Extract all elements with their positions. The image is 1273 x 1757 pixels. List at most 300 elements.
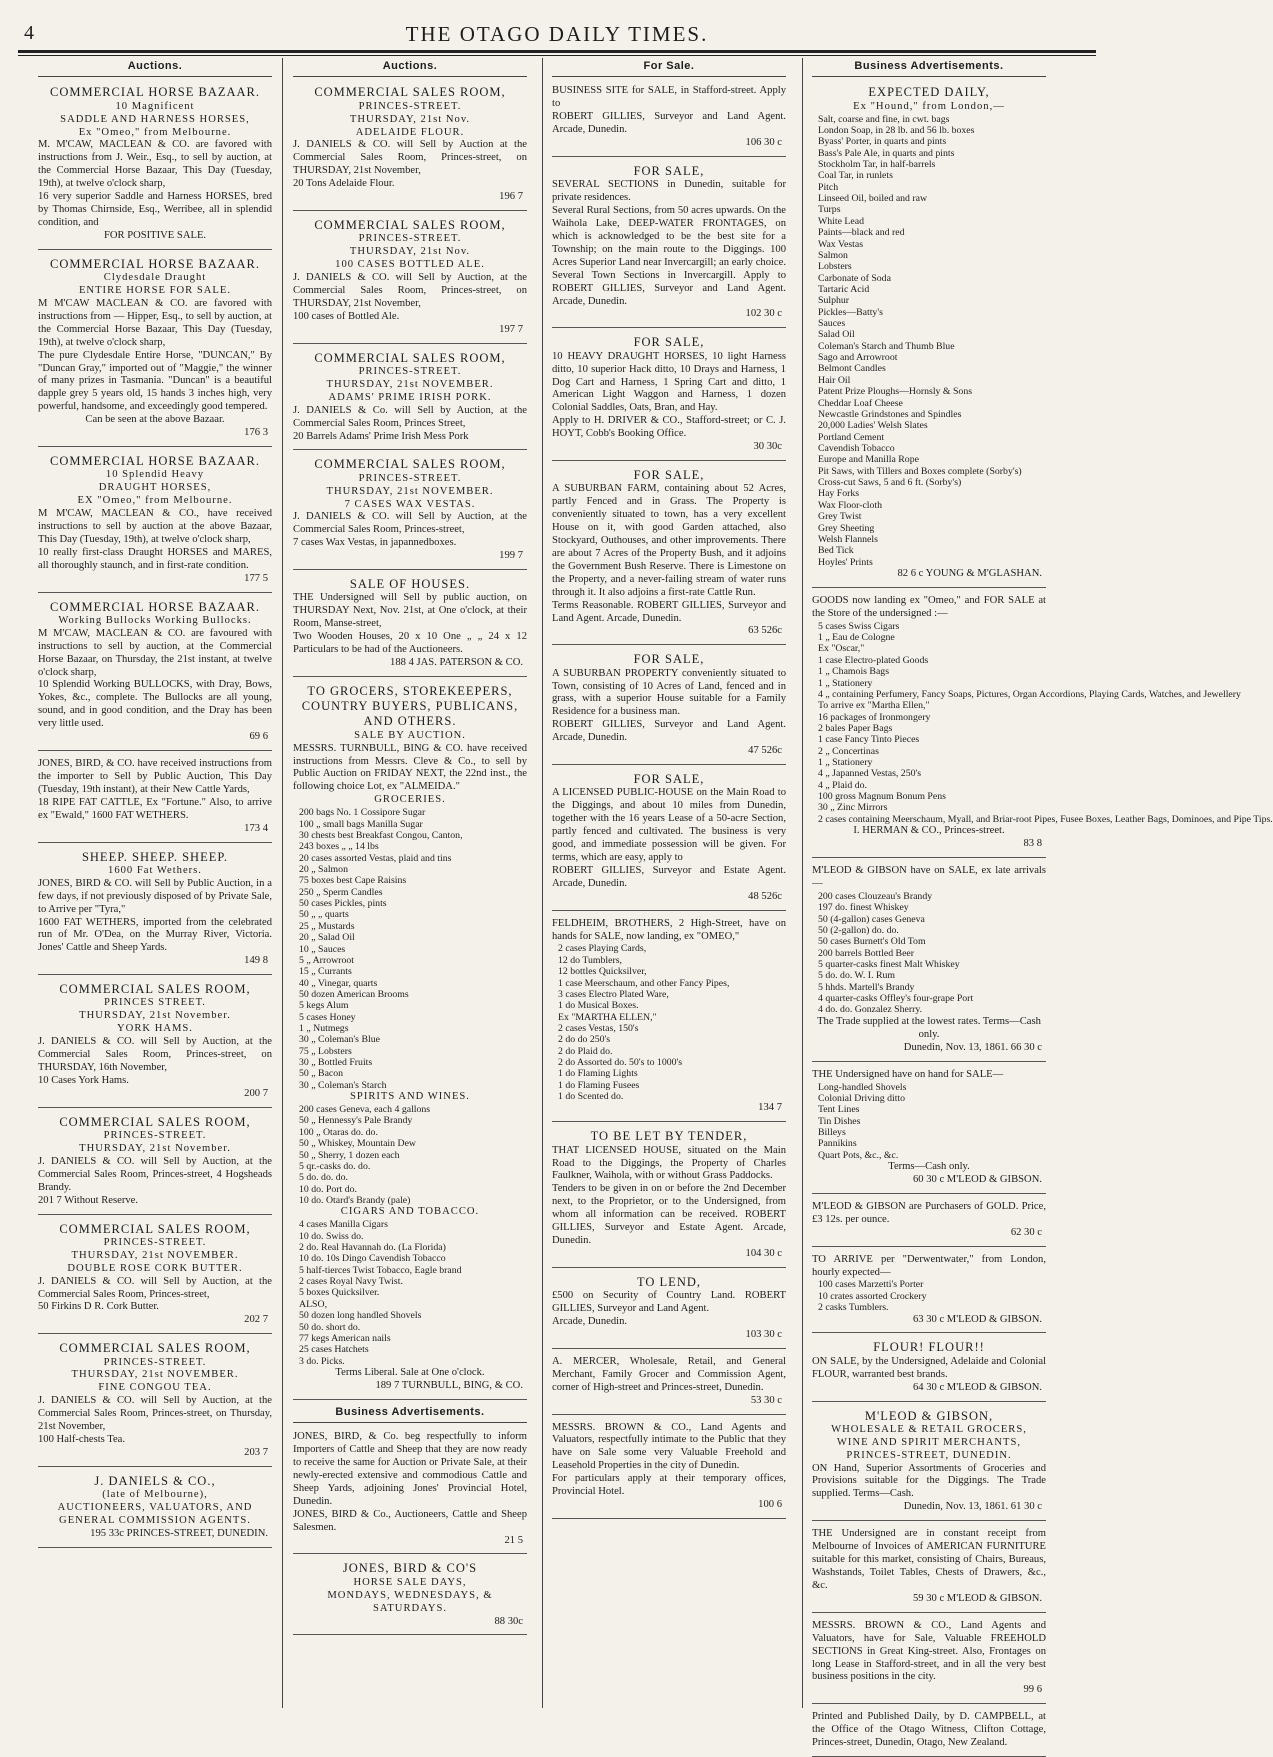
advertisement: [38, 755, 272, 843]
ad-body: MESSRS. TURNBULL, BING & CO. have received instructions from Messrs. Cleve & Co., to sell by Public Auction on FRIDAY NEXT, the 22nd inst., the following choice Lot, ex "ALMEIDA.": [293, 742, 527, 793]
ad-heading-line: THURSDAY, 21st Nov.: [349, 246, 471, 258]
advertisement: [812, 1337, 1046, 1401]
list-item: 10 do. Port do.: [299, 1183, 357, 1195]
ad-reference: 177 5: [244, 572, 268, 584]
ad-heading-line: FOR SALE,: [633, 164, 705, 179]
ad-reference: 195 33c PRINCES-STREET, DUNEDIN.: [90, 1527, 268, 1539]
list-item: 3 cases Electro Plated Ware,: [558, 988, 669, 1000]
list-item: 1 case Fancy Tinto Pieces: [818, 734, 920, 746]
list-item: 2 cases Vestas, 150's: [558, 1022, 639, 1034]
ad-body: M M'CAW, MACLEAN & CO., have received instructions to sell by auction at the above Bazaar, This Day (Tuesday, 19th), at twelve o'clock sharp,: [38, 508, 272, 545]
ad-reference: 63 526c: [748, 625, 782, 637]
ad-reference: 30 30c: [753, 441, 782, 453]
ad-body-continued: 7 cases Wax Vestas, in japannedboxes.: [293, 537, 457, 549]
list-item: 200 cases Geneva, each 4 gallons: [299, 1104, 431, 1116]
ad-footer-line: Can be seen at the above Bazaar.: [85, 414, 225, 426]
list-item: 4 „ Japanned Vestas, 250's: [818, 768, 922, 780]
list-item: Pickles—Batty's: [818, 306, 883, 318]
column-heading: Business Advertisements.: [812, 58, 1046, 77]
goods-list: [812, 1279, 1046, 1313]
list-item: 50 dozen American Brooms: [299, 988, 409, 1000]
list-item: 20 „ Salmon: [299, 864, 348, 875]
advertisement: [552, 1272, 786, 1349]
advertisement: [293, 82, 527, 211]
advertisement: [38, 979, 272, 1108]
ad-body-continued: Terms Reasonable. ROBERT GILLIES, Surveyor and Land Agent. Arcade, Dunedin.: [552, 599, 786, 624]
ad-heading-line: EXPECTED DAILY,: [868, 85, 990, 100]
ad-heading-line: 1600 Fat Wethers.: [108, 864, 202, 876]
list-item: 50 do. short do.: [299, 1321, 361, 1333]
ad-body: M'LEOD & GIBSON have on SALE, ex late arrivals—: [812, 865, 1046, 889]
ad-heading-line: EX "Omeo," from Melbourne.: [77, 495, 233, 507]
list-item: Coal Tar, in runlets: [818, 170, 893, 182]
list-item: 1 case Meerschaum, and other Fancy Pipes,: [558, 977, 730, 989]
ad-heading-line: COMMERCIAL SALES ROOM,: [314, 350, 506, 365]
list-item: 243 boxes „ „ 14 lbs: [299, 841, 379, 853]
ad-heading-line: Working Bullocks Working Bullocks.: [58, 614, 252, 626]
ad-body: 10 HEAVY DRAUGHT HORSES, 10 light Harness ditto, 10 superior Hack ditto, 10 Drays and Harness, 1 Dog Cart and Harness, 1 Spring Cart and ditto, 1 American Light Waggon and Harness, 1 dozen Colonial Saddles, Oats, Bran, and Hay.: [552, 350, 786, 414]
ad-heading-line: Clydesdale Draught: [103, 272, 207, 284]
ad-reference: 103 30 c: [745, 1328, 782, 1340]
advertisement: [38, 254, 272, 447]
ad-heading-line: FOR SALE,: [633, 468, 705, 483]
list-item: 12 bottles Quicksilver,: [558, 966, 647, 978]
ad-reference: 60 30 c M'LEOD & GIBSON.: [912, 1173, 1042, 1185]
ad-reference: 199 7: [499, 550, 523, 562]
ad-heading-line: COMMERCIAL SALES ROOM,: [59, 1114, 251, 1129]
ad-heading-line: FOR SALE,: [633, 335, 705, 350]
advertisement: [552, 465, 786, 645]
ad-body-continued: Two Wooden Houses, 20 x 10 One „ „ 24 x 12 Particulars to be had of the Auctioneers.: [293, 631, 527, 656]
list-item: Sauces: [818, 318, 846, 330]
column-heading: Auctions.: [38, 58, 272, 77]
advertisement: [293, 1428, 527, 1554]
list-item: 30 „ Coleman's Blue: [299, 1034, 380, 1046]
ad-heading-line: M'LEOD & GIBSON,: [864, 1408, 994, 1423]
list-item: Patent Prize Ploughs—Hornsly & Sons: [818, 386, 973, 398]
goods-list: [293, 807, 527, 1091]
list-item: 100 gross Magnum Bonum Pens: [818, 791, 946, 803]
ad-heading-line: TO BE LET BY TENDER,: [590, 1129, 748, 1144]
list-item: 1 „ Eau de Cologne: [818, 632, 895, 644]
list-item: 4 „ Plaid do.: [818, 779, 867, 791]
list-item: 50 dozen long handled Shovels: [299, 1310, 422, 1322]
list-item: 20,000 Ladies' Welsh Slates: [818, 420, 928, 432]
list-item: 250 „ Sperm Candles: [299, 886, 383, 898]
ad-reference: 197 7: [499, 323, 523, 335]
ad-reference: 173 4: [244, 822, 268, 834]
list-item: 2 cases containing Meerschaum, Myall, and Briar-root Pipes, Fusee Boxes, Leather Bags, Dominoes, and Pipe Tips.: [818, 813, 1273, 825]
list-heading: CIGARS AND TOBACCO.: [340, 1206, 480, 1218]
list-item: ALSO,: [299, 1298, 328, 1310]
advertisement: [552, 915, 786, 1123]
list-item: White Lead: [818, 215, 864, 227]
list-item: 1 case Electro-plated Goods: [818, 654, 929, 666]
ad-heading-line: TO GROCERS, STOREKEEPERS, COUNTRY BUYERS, PUBLICANS, AND OTHERS.: [301, 683, 519, 729]
ad-footer-line: Terms Liberal. Sale at One o'clock.: [335, 1366, 485, 1378]
list-item: Hair Oil: [818, 374, 851, 386]
advertisement: [38, 1219, 272, 1335]
ad-heading-line: 7 CASES WAX VESTAS.: [344, 498, 476, 510]
list-item: 10 do. 10s Dingo Cavendish Tobacco: [299, 1253, 446, 1265]
list-item: 5 do. do. do.: [299, 1172, 348, 1184]
ad-body: BUSINESS SITE for SALE, in Stafford-street. Apply to: [552, 85, 786, 110]
list-item: 50 (4-gallon) cases Geneva: [818, 913, 925, 925]
ad-reference: 83 8: [1023, 838, 1042, 850]
ad-reference: 47 526c: [748, 745, 782, 757]
ad-body: JONES, BIRD, & Co. beg respectfully to inform Importers of Cattle and Sheep that they are now ready to receive the same for Auction or Private Sale, at their newly-erected extensive and commodious Cattle and Sheep Yards, adjoining Jones' Provincial Hotel, Dunedin.: [293, 1431, 527, 1507]
advertisement: [812, 1525, 1046, 1613]
list-item: Tent Lines: [818, 1104, 860, 1116]
ad-body-continued: 16 very superior Saddle and Harness HORSES, bred by Thomas Chirnside, Esq., Werribee, all in splendid condition, and: [38, 191, 272, 228]
ad-heading-line: PRINCES-STREET.: [358, 100, 462, 112]
ad-heading-line: SALE OF HOUSES.: [349, 577, 471, 592]
list-item: Grey Twist: [818, 511, 862, 523]
advertisement: [552, 1126, 786, 1268]
list-item: 200 cases Clouzeau's Brandy: [818, 890, 933, 902]
ad-body: JONES, BIRD & CO. will Sell by Public Auction, in a few days, if not previously disposed of by Private Sale, to Arrive per "Tyra,": [38, 877, 272, 915]
ad-body-continued: ROBERT GILLIES, Surveyor and Estate Agent. Arcade, Dunedin.: [552, 864, 786, 889]
ad-body: J. DANIELS & CO. will Sell by Auction, at the Commercial Sales Room, Princes-street,: [38, 1275, 272, 1300]
ad-reference: 48 526c: [748, 890, 782, 902]
ad-heading-line: THURSDAY, 21st NOVEMBER.: [326, 378, 494, 390]
ad-heading-line: 10 Magnificent: [115, 100, 195, 112]
ad-reference: 100 6: [758, 1499, 782, 1511]
list-item: Cross-cut Saws, 5 and 6 ft. (Sorby's): [818, 477, 962, 489]
ad-heading-line: THURSDAY, 21st Nov.: [349, 113, 471, 125]
ad-body-continued: 10 really first-class Draught HORSES and MARES, all thoroughly staunch, and in first-rate condition.: [38, 546, 272, 571]
ad-reference: 64 30 c M'LEOD & GIBSON.: [912, 1381, 1042, 1393]
ad-heading-line: COMMERCIAL HORSE BAZAAR.: [49, 454, 260, 469]
list-item: 2 cases Royal Navy Twist.: [299, 1276, 403, 1288]
ad-reference: 59 30 c M'LEOD & GIBSON.: [912, 1592, 1042, 1604]
ad-heading-line: DOUBLE ROSE CORK BUTTER.: [67, 1262, 243, 1274]
ad-heading-line: YORK HAMS.: [117, 1023, 193, 1035]
goods-list: [552, 943, 786, 1102]
advertisement: [552, 649, 786, 765]
list-item: Belmont Candles: [818, 363, 886, 375]
ad-heading-line: GENERAL COMMISSION AGENTS.: [59, 1515, 251, 1527]
ad-heading-line: FLOUR! FLOUR!!: [873, 1340, 985, 1355]
list-item: Bass's Pale Ale, in quarts and pints: [818, 147, 955, 159]
ad-heading-line: PRINCES-STREET.: [358, 365, 462, 377]
ad-heading-line: WHOLESALE & RETAIL GROCERS,: [831, 1423, 1027, 1435]
ad-heading-line: AUCTIONEERS, VALUATORS, AND: [57, 1502, 253, 1514]
advertisement: [552, 769, 786, 911]
advertisement: [812, 1251, 1046, 1334]
list-item: 2 do Assorted do. 50's to 1000's: [558, 1057, 683, 1069]
list-item: 200 bags No. 1 Cossipore Sugar: [299, 807, 426, 819]
list-item: Byass' Porter, in quarts and pints: [818, 136, 947, 148]
advertisement: [293, 574, 527, 677]
ad-heading-line: PRINCES-STREET, DUNEDIN.: [846, 1449, 1012, 1461]
list-heading: SPIRITS AND WINES.: [350, 1091, 470, 1103]
column-divider: [282, 58, 283, 1708]
list-item: 40 „ Vinegar, quarts: [299, 977, 378, 989]
ad-reference: 82 6 c YOUNG & M'GLASHAN.: [897, 567, 1042, 579]
list-item: 20 cases assorted Vestas, plaid and tins: [299, 852, 452, 864]
list-item: 10 „ Sauces: [299, 943, 346, 955]
ad-heading-line: FINE CONGOU TEA.: [98, 1382, 212, 1394]
column-1: [38, 58, 272, 1713]
advertisement: [38, 451, 272, 593]
list-item: Turps: [818, 204, 841, 216]
list-item: Cheddar Loaf Cheese: [818, 397, 903, 409]
advertisement: [38, 1471, 272, 1548]
ad-reference: 149 8: [244, 955, 268, 967]
ad-heading-line: COMMERCIAL SALES ROOM,: [59, 982, 251, 997]
column-2: [293, 58, 527, 1713]
list-item: Linseed Oil, boiled and raw: [818, 193, 928, 205]
ad-body: THE Undersigned have on hand for SALE—: [812, 1068, 1004, 1080]
ad-body-continued: For particulars apply at their temporary offices, Provincial Hotel.: [552, 1473, 786, 1498]
ad-body-continued: 10 Splendid Working BULLOCKS, with Dray, Bows, Yokes, &c., complete. The Bullocks are all young, sound, and in good condition, and the Dray has been very little used.: [38, 679, 272, 730]
advertisement: [38, 1338, 272, 1467]
ad-body: TO ARRIVE per "Derwentwater," from London, hourly expected—: [812, 1253, 1046, 1278]
ad-heading-line: PRINCES-STREET.: [103, 1236, 207, 1248]
ad-body: GOODS now landing ex "Omeo," and FOR SALE at the Store of the undersigned :—: [812, 594, 1046, 619]
list-item: 4 „ containing Perfumery, Fancy Soaps, Pictures, Organ Accordions, Playing Cards, Watches, and Jewellery: [818, 688, 1241, 700]
list-item: 1 „ Stationery: [818, 677, 873, 689]
advertisement: [552, 332, 786, 461]
ad-heading-line: PRINCES STREET.: [104, 997, 206, 1009]
list-item: 10 crates assorted Crockery: [818, 1290, 927, 1302]
ad-body: J. DANIELS & CO. will Sell by Auction, at the Commercial Sales Room, Princes-street, 4 Hogsheads Brandy.: [38, 1155, 272, 1193]
ad-heading-line: HORSE SALE DAYS,: [353, 1576, 467, 1588]
goods-list: [812, 891, 1046, 1016]
goods-list: [812, 1082, 1046, 1162]
ad-body: JONES, BIRD, & CO. have received instructions from the importer to Sell by Public Auction, This Day (Tuesday, 19th instant), at their New Cattle Yards,: [38, 758, 272, 795]
ad-reference: 189 7 TURNBULL, BING, & CO.: [375, 1379, 523, 1391]
list-item: 1 do Flaming Fusees: [558, 1079, 640, 1091]
ad-heading-line: J. DANIELS & CO.,: [94, 1473, 216, 1488]
ad-heading-line: ENTIRE HORSE FOR SALE.: [78, 284, 232, 296]
list-item: 5 boxes Quicksilver.: [299, 1287, 380, 1299]
goods-list: [812, 114, 1046, 568]
ad-body-continued: 1600 FAT WETHERS, imported from the celebrated run of Mr. O'Dea, on the Murray River, Victoria. Jones' Cattle and Sheep Yards.: [38, 916, 272, 954]
ad-body-continued: JONES, BIRD & Co., Auctioneers, Cattle and Sheep Salesmen.: [293, 1508, 527, 1533]
list-item: 100 „ Otaras do. do.: [299, 1126, 378, 1138]
ad-body-continued: 100 cases of Bottled Ale.: [293, 310, 400, 322]
ad-body-continued: ROBERT GILLIES, Surveyor and Land Agent. Arcade, Dunedin.: [552, 111, 786, 136]
ad-body: Printed and Published Daily, by D. CAMPBELL, at the Office of the Otago Witness, Clifton Cottage, Princes-street, Dunedin, Otago, New Zealand.: [812, 1711, 1046, 1749]
list-item: Sulphur: [818, 295, 850, 307]
advertisement: [812, 1406, 1046, 1522]
list-item: Ex "MARTHA ELLEN,": [558, 1011, 657, 1023]
ad-footer-line: Terms—Cash only.: [888, 1161, 970, 1173]
list-item: Portland Cement: [818, 431, 885, 443]
list-item: 30 „ Coleman's Starch: [299, 1079, 387, 1091]
list-item: 20 „ Salad Oil: [299, 932, 355, 944]
ad-heading-line: THURSDAY, 21st NOVEMBER.: [71, 1249, 239, 1261]
list-item: Tartaric Acid: [818, 283, 870, 295]
list-item: 100 „ small bags Manilla Sugar: [299, 818, 423, 830]
list-item: Carbonate of Soda: [818, 272, 891, 284]
ad-body: J. DANIELS & CO. will Sell by Auction, at the Commercial Sales Room, Princes-street, on THURSDAY, 16th November,: [38, 1036, 272, 1074]
list-item: 1 do Scented do.: [558, 1091, 624, 1103]
list-item: 50 cases Burnett's Old Tom: [818, 936, 926, 948]
ad-heading-line: COMMERCIAL HORSE BAZAAR.: [49, 85, 260, 100]
list-item: 30 „ Zinc Mirrors: [818, 802, 888, 814]
advertisement: [812, 1198, 1046, 1247]
list-item: 5 cases Honey: [299, 1011, 356, 1023]
advertisement: [552, 161, 786, 328]
list-item: Long-handled Shovels: [818, 1081, 907, 1093]
ad-body-continued: Tenders to be given in on or before the 2nd December next, to the Proprietor, or to the Undersigned, from whom all information can be received. ROBERT GILLIES, Surveyor and Estate Agent. Arcade, Dunedin.: [552, 1183, 786, 1247]
ad-heading-line: COMMERCIAL SALES ROOM,: [314, 85, 506, 100]
list-item: 25 „ Mustards: [299, 920, 355, 932]
list-item: Wax Vestas: [818, 238, 864, 250]
ad-reference: 69 6: [249, 731, 268, 743]
section-heading: Business Advertisements.: [293, 1404, 527, 1423]
ad-body: J. DANIELS & Co. will Sell by Auction, at the Commercial Sales Room, Princes Street,: [293, 404, 527, 429]
list-item: Pannikins: [818, 1138, 857, 1150]
ad-heading-line: SALE BY AUCTION.: [354, 729, 466, 741]
ad-reference: 203 7: [244, 1447, 268, 1459]
ad-heading-line: COMMERCIAL HORSE BAZAAR.: [49, 256, 260, 271]
column-heading: For Sale.: [552, 58, 786, 77]
ad-body: A. MERCER, Wholesale, Retail, and General Merchant, Family Grocer and Commission Agent, corner of High-street and Princes-street, Dunedin.: [552, 1355, 786, 1393]
ad-heading-line: COMMERCIAL SALES ROOM,: [59, 1221, 251, 1236]
list-item: 2 do Plaid do.: [558, 1045, 613, 1057]
ad-body: ON SALE, by the Undersigned, Adelaide and Colonial FLOUR, warranted best brands.: [812, 1355, 1046, 1380]
ad-reference: 53 30 c: [750, 1394, 782, 1406]
list-item: 12 do Tumblers,: [558, 954, 622, 966]
ad-body: J. DANIELS & CO. will Sell by Auction, at the Commercial Sales Room, Princes-street, on Thursday, 21st November,: [38, 1395, 272, 1433]
list-item: Stockholm Tar, in half-barrels: [818, 159, 936, 171]
list-item: 75 boxes best Cape Raisins: [299, 875, 407, 887]
list-item: Grey Sheeting: [818, 522, 875, 534]
list-item: Billeys: [818, 1126, 846, 1138]
list-item: 1 „ Nutmegs: [299, 1023, 349, 1035]
ad-body-continued: 100 Half-chests Tea.: [38, 1434, 126, 1446]
list-item: 2 do do 250's: [558, 1034, 611, 1046]
ad-body: THE Undersigned will Sell by public auction, on THURSDAY Next, Nov. 21st, at One o'clock, at their Room, Manse-street,: [293, 592, 527, 630]
ad-body: J. DANIELS & CO. will Sell by Auction, at the Commercial Sales Room, Princes-street, on THURSDAY, 21st November,: [293, 272, 527, 309]
ad-body: FELDHEIM, BROTHERS, 2 High-Street, have on hands for SALE, now landing, ex "OMEO,": [552, 917, 786, 942]
ad-body: M M'CAW, MACLEAN & CO. are favoured with instructions to sell by auction, at the Commercial Horse Bazaar, on Thursday, the 21st instant, at twelve o'clock sharp,: [38, 627, 272, 678]
advertisement: [812, 862, 1046, 1062]
ad-body: A SUBURBAN FARM, containing about 52 Acres, partly Fenced and in Grass. The Property is conveniently situated to town, has a very excellent House on it, with good Garden attached, also Stockyard, Outhouses, and other improvements. There are about 7 Acres of the Property Bush, and it adjoins the Government Bush Reserve. There is Limestone on the Property, and a never-failing stream of water runs through it. It also adjoins a first-rate Cattle Run.: [552, 483, 786, 598]
ad-body: M. M'CAW, MACLEAN & CO. are favored with instructions from J. Weir., Esq., to sell by auction, at the Commercial Horse Bazaar, This Day (Tuesday, 19th), at twelve o'clock sharp,: [38, 139, 272, 190]
ad-body-continued: 201 7 Without Reserve.: [38, 1194, 139, 1206]
advertisement: [293, 454, 527, 570]
list-item: 5 kegs Alum: [299, 1000, 349, 1012]
ad-heading-line: THURSDAY, 21st NOVEMBER.: [71, 1369, 239, 1381]
goods-list: [812, 620, 1273, 825]
ad-reference: 134 7: [758, 1102, 782, 1114]
ad-heading-line: COMMERCIAL SALES ROOM,: [59, 1341, 251, 1356]
list-item: Hoyles' Prints: [818, 556, 873, 568]
ad-body: M'LEOD & GIBSON are Purchasers of GOLD. Price, £3 12s. per ounce.: [812, 1200, 1046, 1225]
ad-reference: 99 6: [1023, 1684, 1042, 1696]
list-item: London Soap, in 28 lb. and 56 lb. boxes: [818, 124, 975, 136]
list-item: 10 do. Swiss do.: [299, 1230, 364, 1242]
ad-body-continued: ROBERT GILLIES, Surveyor and Land Agent. Arcade, Dunedin.: [552, 719, 786, 744]
goods-list: [293, 1219, 527, 1367]
ad-heading-line: TO LEND,: [636, 1274, 701, 1289]
list-item: 5 hhds. Martell's Brandy: [818, 981, 915, 993]
ad-reference: 106 30 c: [745, 137, 782, 149]
list-item: 2 „ Concertinas: [818, 745, 879, 757]
ad-body-continued: The pure Clydesdale Entire Horse, "DUNCAN," By "Duncan Gray," imported out of "Maggie," the winner of many prizes in Tasmania. "Duncan" is a beautiful dapple grey 5 years old, 15 hands 3 inches high, very powerful, handsome, and exceedingly good tempered.: [38, 349, 272, 413]
masthead-rule-thin: [18, 55, 1096, 56]
list-item: Newcastle Grindstones and Spindles: [818, 408, 962, 420]
list-item: 5 cases Swiss Cigars: [818, 620, 900, 632]
list-item: 1 „ Stationery: [818, 757, 873, 769]
list-item: 75 „ Lobsters: [299, 1045, 352, 1057]
advertisement: [38, 847, 272, 976]
column-3: [552, 58, 786, 1713]
list-item: 1 do Musical Boxes.: [558, 1000, 639, 1012]
ad-reference: Dunedin, Nov. 13, 1861. 61 30 c: [903, 1501, 1042, 1513]
ad-reference: 188 4 JAS. PATERSON & CO.: [390, 657, 523, 668]
list-item: Pit Saws, with Tillers and Boxes complete (Sorby's): [818, 465, 1022, 477]
ad-body-continued: 20 Barrels Adams' Prime Irish Mess Pork: [293, 430, 469, 442]
ad-heading-line: COMMERCIAL SALES ROOM,: [314, 218, 506, 233]
ad-heading-line: (late of Melbourne),: [102, 1489, 208, 1501]
ad-reference: 21 5: [504, 1534, 523, 1546]
list-item: 50 „ Bacon: [299, 1068, 344, 1080]
ad-body-continued: 10 Cases York Hams.: [38, 1074, 129, 1086]
list-item: 1 do Flaming Lights: [558, 1068, 638, 1080]
list-item: 5 do. do. W. I. Rum: [818, 970, 896, 982]
list-item: Quart Pots, &c., &c.: [818, 1149, 899, 1161]
ad-heading-line: THURSDAY, 21st November.: [79, 1010, 231, 1022]
advertisement: [552, 82, 786, 157]
list-item: 1 „ Chamois Bags: [818, 666, 890, 678]
ad-heading-line: Ex "Hound," from London,—: [853, 100, 1005, 112]
column-heading: Auctions.: [293, 58, 527, 77]
ad-heading-line: ADAMS' PRIME IRISH PORK.: [328, 391, 492, 403]
ad-reference: 63 30 c M'LEOD & GIBSON.: [912, 1313, 1042, 1325]
column-divider: [802, 58, 803, 1708]
ad-body: A LICENSED PUBLIC-HOUSE on the Main Road to the Diggings, and about 10 miles from Dunedin, together with the 16 years Lease of a 50-acre Section, partly fenced and cultivated. The business is very good, and immediate possession will be given. For terms, which are easy, apply to: [552, 787, 786, 863]
advertisement: [812, 1617, 1046, 1705]
list-item: 2 casks Tumblers.: [818, 1302, 889, 1314]
masthead-rule: [18, 50, 1096, 53]
list-item: 5 half-tierces Twist Tobacco, Eagle brand: [299, 1264, 462, 1276]
masthead: [18, 22, 1096, 48]
ad-heading-line: FOR SALE,: [633, 652, 705, 667]
ad-body: THE Undersigned are in constant receipt from Melbourne of Invoices of AMERICAN FURNITURE suitable for this market, consisting of Chairs, Bureaus, Washstands, Toilet Tables, Chests of Drawers, &c., &c.: [812, 1528, 1046, 1591]
ad-heading-line: PRINCES-STREET.: [103, 1130, 207, 1142]
list-item: 200 barrels Bottled Beer: [818, 947, 915, 959]
ad-body: THAT LICENSED HOUSE, situated on the Main Road to the Diggings, the Property of Charles Faulkner, Waihola, with or without Grass Paddocks.: [552, 1144, 786, 1182]
list-item: 50 cases Pickles, pints: [299, 898, 387, 910]
advertisement: [38, 597, 272, 751]
ad-body: M M'CAW MACLEAN & CO. are favored with instructions from — Hipper, Esq., to sell by auction, at the Commercial Horse Bazaar, This Day (Tuesday, 19th), at twelve o'clock sharp,: [38, 297, 272, 348]
list-item: 50 „ Hennessy's Pale Brandy: [299, 1115, 413, 1127]
ad-heading-line: DRAUGHT HORSES,: [98, 482, 212, 494]
list-heading: GROCERIES.: [374, 794, 446, 806]
list-item: Paints—black and red: [818, 227, 905, 239]
list-item: 2 cases Playing Cards,: [558, 943, 647, 955]
ad-heading-line: COMMERCIAL HORSE BAZAAR.: [49, 599, 260, 614]
ad-heading-line: MONDAYS, WEDNESDAYS, & SATURDAYS.: [327, 1589, 493, 1614]
advertisement: [293, 348, 527, 451]
list-item: 5 „ Arrowroot: [299, 954, 354, 966]
ad-reference: 176 3: [244, 427, 268, 439]
list-item: Wax Floor-cloth: [818, 499, 883, 511]
list-item: Salt, coarse and fine, in cwt. bags: [818, 113, 950, 125]
column-4: [812, 58, 1273, 1749]
list-item: Hay Forks: [818, 488, 860, 500]
list-item: Pitch: [818, 181, 839, 193]
list-item: Lobsters: [818, 261, 852, 273]
list-item: Europe and Manilla Rope: [818, 454, 919, 466]
list-item: To arrive ex "Martha Ellen,": [818, 700, 930, 712]
